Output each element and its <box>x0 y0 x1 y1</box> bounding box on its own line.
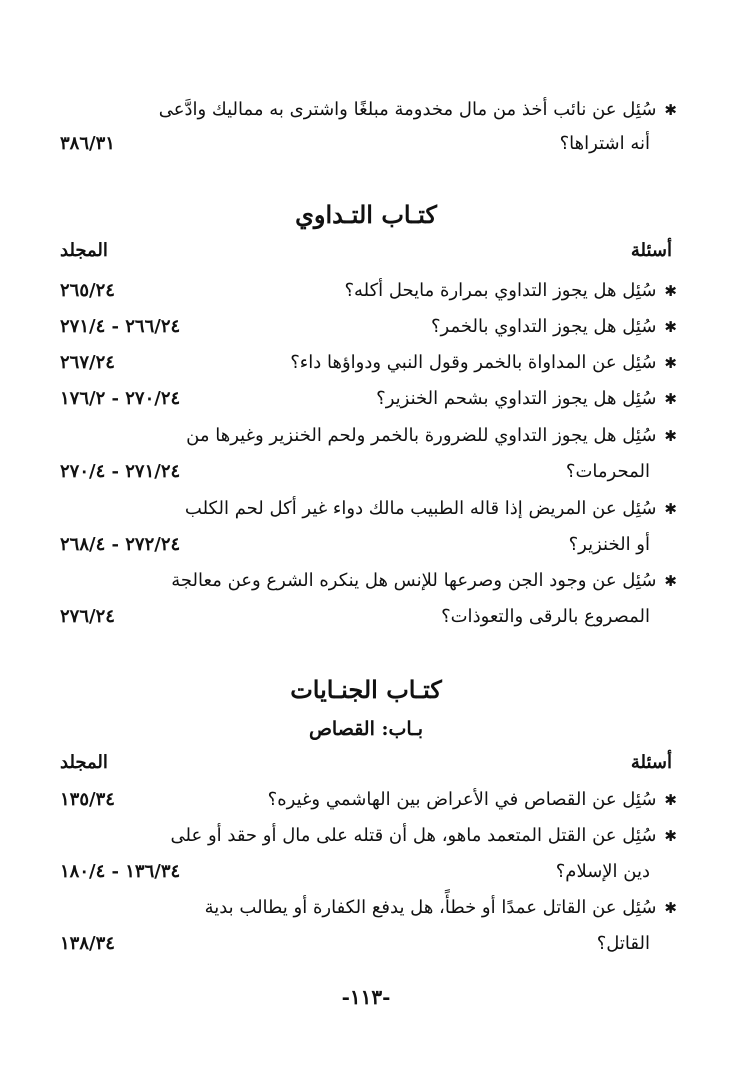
question-text: سُئِل عن المداواة بالخمر وقول النبي ودواؤها داء؟ <box>290 352 657 373</box>
bullet-icon: ✱ <box>664 354 677 372</box>
question-text: سُئِل عن نائب أخذ من مال مخدومة مبلغًا واشترى به مماليك وادَّعى <box>158 99 657 120</box>
bullet-icon: ✱ <box>664 101 677 119</box>
question-text: المصروع بالرقى والتعوذات؟ <box>441 606 650 627</box>
list-item-continuation <box>60 852 677 892</box>
question-text: سُئِل عن القصاص في الأعراض بين الهاشمي وغيره؟ <box>267 789 657 810</box>
volume-reference: ٢٧٦/٢٤ <box>60 606 115 627</box>
question-text: أنه اشتراها؟ <box>559 133 650 154</box>
volume-reference: ٢٦٦/٢٤ - ٢٧١/٤ <box>60 316 181 337</box>
list-item <box>60 780 677 820</box>
question-text: سُئِل عن المريض إذا قاله الطبيب مالك دواء غير أكل لحم الكلب <box>184 498 657 519</box>
bullet-icon: ✱ <box>664 427 677 445</box>
volume-reference: ٢٦٧/٢٤ <box>60 352 115 373</box>
volume-reference: ٣٨٦/٣١ <box>60 133 115 154</box>
book-title: كتـاب الجنـايات <box>290 675 442 704</box>
volume-reference: ٢٧٢/٢٤ - ٢٦٨/٤ <box>60 534 181 555</box>
volume-header: المجلد <box>60 752 108 773</box>
questions-header: أسئلة <box>630 752 672 773</box>
list-item <box>60 816 677 856</box>
volume-reference: ١٣٥/٣٤ <box>60 789 115 810</box>
list-item <box>60 343 677 383</box>
volume-reference: ١٣٦/٣٤ - ١٨٠/٤ <box>60 861 181 882</box>
list-item-continuation <box>60 924 677 964</box>
question-text: دين الإسلام؟ <box>555 861 650 882</box>
bullet-icon: ✱ <box>664 572 677 590</box>
volume-header: المجلد <box>60 240 108 261</box>
questions-header: أسئلة <box>630 240 672 261</box>
bullet-icon: ✱ <box>664 318 677 336</box>
bullet-icon: ✱ <box>664 791 677 809</box>
bullet-icon: ✱ <box>664 500 677 518</box>
volume-reference: ١٣٨/٣٤ <box>60 933 115 954</box>
list-item <box>60 307 677 347</box>
volume-reference: ٢٦٥/٢٤ <box>60 280 115 301</box>
list-item <box>60 561 677 601</box>
list-item-continuation <box>60 124 677 164</box>
list-item <box>60 888 677 928</box>
question-text: القاتل؟ <box>596 933 650 954</box>
list-item <box>60 489 677 529</box>
list-item-continuation <box>60 452 677 492</box>
question-text: المحرمات؟ <box>565 461 650 482</box>
bullet-icon: ✱ <box>664 282 677 300</box>
list-item <box>60 379 677 419</box>
page-number: -١١٣- <box>341 985 391 1009</box>
chapter-title: بـاب: القصاص <box>308 718 424 740</box>
volume-reference: ٢٧٠/٢٤ - ١٧٦/٢ <box>60 388 181 409</box>
question-text: سُئِل هل يجوز التداوي بشحم الخنزير؟ <box>376 388 657 409</box>
volume-reference: ٢٧١/٢٤ - ٢٧٠/٤ <box>60 461 181 482</box>
bullet-icon: ✱ <box>664 390 677 408</box>
list-item <box>60 271 677 311</box>
list-item-continuation <box>60 597 677 637</box>
question-text: سُئِل عن القاتل عمدًا أو خطأً، هل يدفع الكفارة أو يطالب بدية <box>204 897 657 918</box>
question-text: سُئِل هل يجوز التداوي للضرورة بالخمر ولحم الخنزير وغيرها من <box>186 425 657 446</box>
question-text: أو الخنزير؟ <box>568 534 650 555</box>
book-title: كتـاب التـداوي <box>295 200 437 229</box>
question-text: سُئِل عن وجود الجن وصرعها للإنس هل ينكره الشرع وعن معالجة <box>171 570 657 591</box>
question-text: سُئِل هل يجوز التداوي بالخمر؟ <box>431 316 657 337</box>
bullet-icon: ✱ <box>664 899 677 917</box>
list-item <box>60 416 677 456</box>
question-text: سُئِل هل يجوز التداوي بمرارة مايحل أكله؟ <box>344 280 657 301</box>
list-item-continuation <box>60 525 677 565</box>
bullet-icon: ✱ <box>664 827 677 845</box>
question-text: سُئِل عن القتل المتعمد ماهو، هل أن قتله على مال أو حقد أو على <box>170 825 657 846</box>
